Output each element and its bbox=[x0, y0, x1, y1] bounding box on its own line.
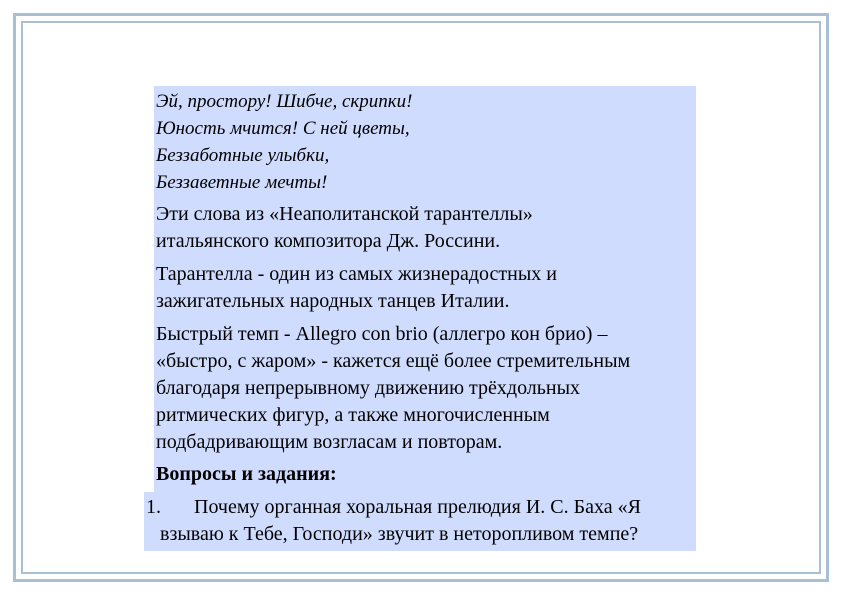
poem-line: Эй, простору! Шибче, скрипки! bbox=[156, 91, 413, 112]
paragraph-line: итальянского композитора Дж. Россини. bbox=[156, 230, 501, 252]
paragraph-line: зажигательных народных танцев Италии. bbox=[156, 290, 510, 312]
paragraph-line: Эти слова из «Неаполитанской тарантеллы» bbox=[156, 203, 533, 225]
poem-line: Беззаботные улыбки, bbox=[156, 145, 330, 166]
question-number: 1. bbox=[146, 496, 161, 518]
questions-heading: Вопросы и задания: bbox=[154, 459, 696, 492]
question-line: Почему органная хоральная прелюдия И. С. Баха «Я bbox=[194, 496, 641, 518]
paragraph-line: Быстрый темп - Allegro con brio (аллегро кон брио) – bbox=[156, 323, 608, 345]
poem-line: Юность мчится! С ней цветы, bbox=[156, 118, 410, 139]
poem-line: Беззаветные мечты! bbox=[156, 172, 328, 193]
slide-content bbox=[146, 86, 696, 551]
poem-block bbox=[154, 86, 696, 198]
paragraph-line: «быстро, с жаром» - кажется ещё более стремительным bbox=[156, 350, 631, 372]
question-text bbox=[146, 494, 692, 548]
question-item bbox=[144, 492, 696, 551]
paragraph-tarantella bbox=[154, 258, 696, 318]
paragraph-source bbox=[154, 198, 696, 258]
paragraph-line: благодаря непрерывному движению трёхдольных bbox=[156, 377, 581, 399]
paragraph-line: ритмических фигур, а также многочисленным bbox=[156, 404, 550, 426]
paragraph-line: подбадривающим возгласам и повторам. bbox=[156, 431, 503, 453]
paragraph-line: Тарантелла - один из самых жизнерадостных и bbox=[156, 263, 558, 285]
paragraph-tempo bbox=[154, 318, 696, 459]
question-line: взываю к Тебе, Господи» звучит в неторопливом темпе? bbox=[160, 523, 639, 545]
